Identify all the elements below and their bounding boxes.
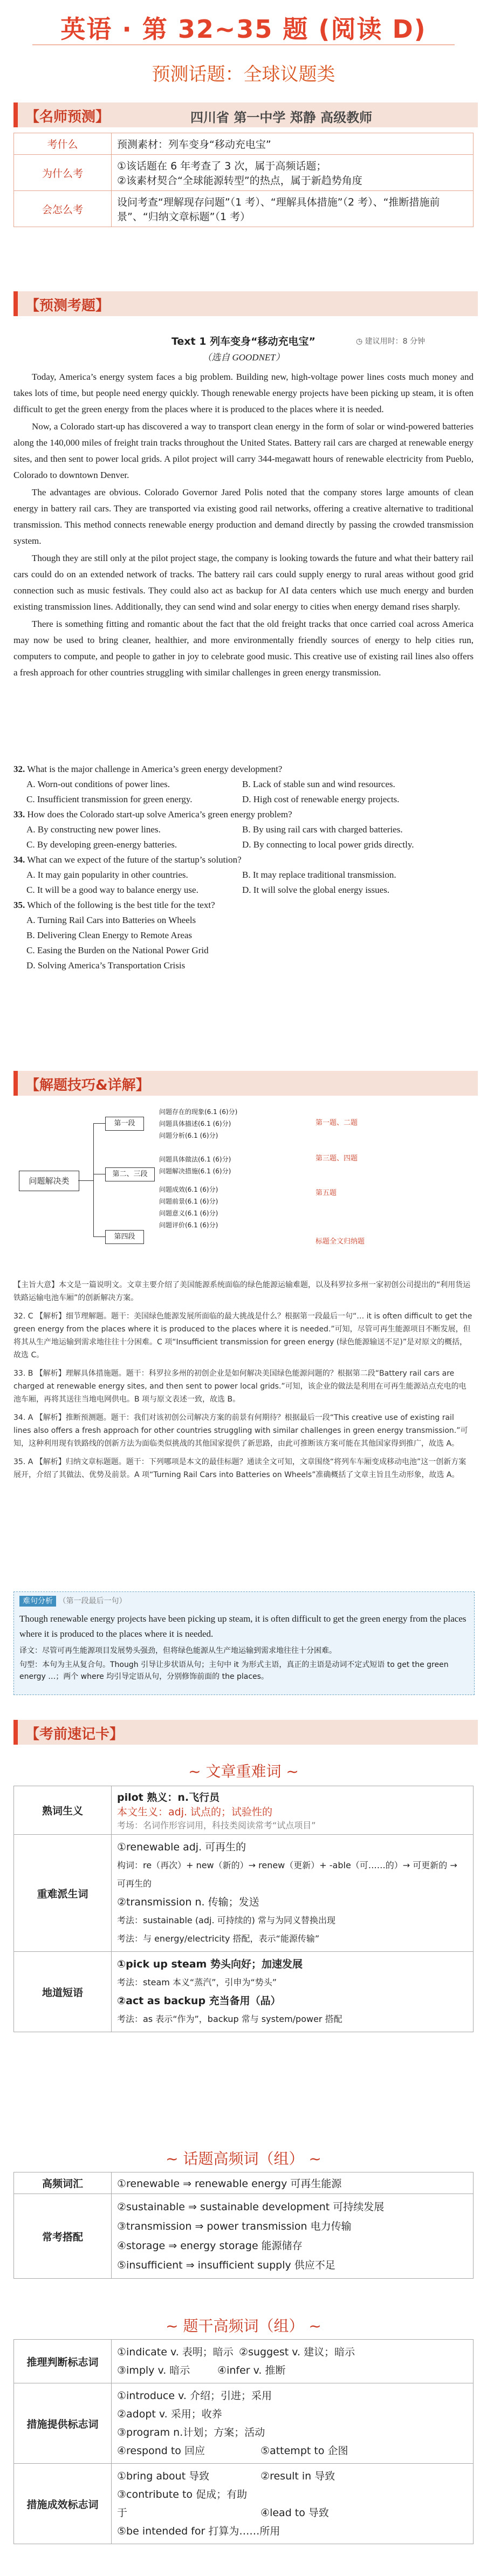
card-line: ①pick up steam 势头向好；加速发展	[117, 1958, 303, 1970]
card-cell	[112, 1952, 474, 2032]
card-item: ⑤attempt to 企图	[260, 2445, 348, 2457]
card-key: 高频词汇	[14, 2172, 112, 2194]
card-line: pilot 熟义：n.飞行员	[117, 1792, 220, 1803]
long-sentence-tag: 难句分析	[19, 1596, 56, 1607]
card-heading: ~ 文章重难词 ~	[188, 1762, 299, 1780]
question-stem: What is the major challenge in America’s green energy development?	[27, 764, 283, 774]
analysis	[13, 1279, 474, 1487]
section-yuce-label: 【预测考题】	[25, 298, 110, 314]
section-mingshi-label: 【名师预测】	[25, 109, 110, 125]
question-number: 34.	[13, 855, 25, 865]
mindmap-note: 标题全文归纳题	[315, 1238, 365, 1246]
mindmap-note: 第五题	[315, 1189, 337, 1197]
mindmap-note: 第三题、四题	[315, 1154, 358, 1163]
analysis-item: 34. A 【解析】推断预测题。题干：我们对该初创公司解决方案的前景有何期待？根据最后一段“This creative use of existing rail lines also offers a fresh approach for other countries struggling with similar challenges in green energy transmission.”可知，这种利用现有铁路线的创新方法为面临类似挑战的其他国家提供了新思路，由此可推断该方案可能在其他国家得到推广，故选 A。	[13, 1413, 468, 1448]
clock-icon: ◷	[356, 337, 365, 346]
section-kaoqian-bar	[13, 1720, 478, 1745]
card-cell	[112, 1835, 474, 1952]
option: D. By connecting to local power grids directly.	[242, 839, 414, 850]
card-line: 考法：steam 本义“蒸汽”，引申为“势头”	[117, 1977, 277, 1987]
section-kaoqian-label: 【考前速记卡】	[25, 1726, 124, 1743]
passage-paragraph: There is something fitting and romantic about the fact that the old freight tracks that once carried coal across America may now be used to bring cleaner, healthier, and more environmentally friendly sources of energy to help cities run, computers to compute, and people to gather in joy to celebrate good music. This creative use of existing rail lines also offers a fresh approach for other countries struggling with similar challenges in green energy transmission.	[13, 619, 474, 678]
card-line: 构词：re（再次）+ new（新的）→ renew（更新）+ -able（可……的）→ 可更新的 → 可再生的	[117, 1860, 457, 1889]
question-stem: Which of the following is the best title for the text?	[27, 900, 215, 910]
card-key: 重难派生词	[14, 1835, 112, 1952]
question-number: 35.	[13, 900, 25, 910]
card-line: ②act as backup 充当备用（品）	[117, 1995, 281, 2007]
card-item: ③imply v. 暗示	[117, 2365, 190, 2376]
card-item: ④respond to 回应	[117, 2445, 205, 2457]
long-sentence-location: （第一段最后一句）	[58, 1597, 127, 1605]
card-item: ②result in 导致	[260, 2470, 335, 2482]
card-heading-text: 题干高频词（组）	[183, 2317, 304, 2335]
card-line: 本文生义：adj. 试点的；试验性的	[117, 1806, 273, 1818]
card-item: ①bring about 导致	[117, 2470, 210, 2482]
stem-card	[13, 2339, 474, 2544]
section-jieti-label: 【解题技巧&详解】	[25, 1077, 150, 1094]
option: C. By developing green-energy batteries.	[26, 839, 177, 850]
card-cell	[112, 2383, 474, 2464]
mindmap-leaf: 问题具体做法(6.1 (6)分)	[159, 1156, 231, 1163]
card-line: ①renewable adj. 可再生的	[117, 1841, 246, 1853]
section-yuce-bar	[13, 291, 478, 316]
mindmap-leaves	[159, 1106, 237, 1231]
option: D. Solving America’s Transportation Crisis	[26, 960, 186, 971]
row-line: ②该素材契合“全球能源转型”的热点，属于新趋势角度	[117, 175, 362, 187]
passage-paragraph: The advantages are obvious. Colorado Governor Jared Polis noted that the company stores large amounts of clean energy in battery rail cars. They are transported via existing good rail networks, offering a creative alternative to traditional transmission. This method connects renewable energy production and demand directly by passing the crowded transmission system.	[13, 487, 474, 546]
card-heading: ~ 题干高频词（组） ~	[166, 2317, 321, 2335]
card-line: ②transmission n. 传输；发送	[117, 1896, 259, 1908]
text-source: （选自 GOODNET）	[202, 352, 285, 363]
passage-paragraph: Today, America’s energy system faces a big problem. Building new, high-voltage power lines costs much money and takes lots of time, but people need energy quickly. Though renewable energy projects have been picking up steam, it is often difficult to get the green energy from the places where it is produced to the places where it is needed.	[13, 372, 474, 414]
connector	[93, 1236, 105, 1237]
card-item: ④infer v. 推断	[217, 2365, 286, 2376]
card-cell	[112, 2464, 474, 2544]
option: A. By constructing new power lines.	[26, 824, 161, 835]
section-mingshi-bar	[13, 103, 478, 127]
mindmap-leaf: 问题分析(6.1 (6)分)	[159, 1132, 218, 1139]
card-cell	[112, 2340, 474, 2383]
option: C. It will be a good way to balance energy use.	[26, 885, 198, 895]
option: A. It may gain popularity in other countries.	[26, 870, 188, 880]
question-number: 32.	[13, 764, 25, 774]
card-line: 考法：sustainable (adj. 可持续的) 常与为同义替换出现	[117, 1915, 335, 1925]
option: D. It will solve the global energy issues.	[242, 885, 390, 895]
card-key: 常考搭配	[14, 2194, 112, 2279]
mindmap-note: 第一题、二题	[315, 1119, 358, 1127]
option: B. Delivering Clean Energy to Remote Areas	[26, 930, 193, 940]
mindmap-node: 第二、三段	[105, 1167, 155, 1181]
row-value: 预测素材：列车变身“移动充电宝”	[112, 133, 474, 155]
option: D. High cost of renewable energy projects.	[242, 794, 400, 804]
question-stem: How does the Colorado start-up solve America’s green energy problem?	[27, 809, 292, 819]
long-sentence-structure: 句型：本句为主从复合句。Though 引导让步状语从句；主句中 it 为形式主语，真正的主语是动词不定式短语 to get the green energy …；两个 where 均引导定语从句，分别修饰前面的 the places。	[19, 1661, 449, 1681]
mindmap-leaf: 问题成效(6.1 (6)分)	[159, 1186, 218, 1193]
question	[13, 807, 474, 852]
card-cell	[112, 1786, 474, 1835]
mind-map	[13, 1106, 474, 1268]
card-heading: ~ 话题高频词（组） ~	[166, 2150, 321, 2168]
mindmap-leaf: 问题具体描述(6.1 (6)分)	[159, 1120, 231, 1128]
mindmap-leaf: 问题存在的现象(6.1 (6)分)	[159, 1108, 238, 1116]
card-item: ①indicate v. 表明；暗示	[117, 2346, 234, 2358]
card-line: ②sustainable ⇒ sustainable development 可持续发展	[117, 2201, 385, 2213]
question	[13, 762, 474, 807]
main-idea: 【主旨大意】本文是一篇说明文。文章主要介绍了美国能源系统面临的绿色能源运输难题，以及科罗拉多州一家初创公司提出的“利用货运铁路运输电池车厢”的创新解决方案。	[13, 1281, 471, 1302]
section-jieti-bar	[13, 1071, 478, 1096]
analysis-item: 33. B 【解析】理解具体措施题。题干：科罗拉多州的初创企业是如何解决美国绿色能源问题的？根据第二段“Battery rail cars are charged at renewable energy sites, and then sent to power local grids.”可知，该企业的做法是利用在可再生能源站点充电的电池车厢，再将其送往当地电网供电。B 项与原文表述一致，故选 B。	[13, 1369, 467, 1404]
card-item: ①introduce v. 介绍；引进；采用	[117, 2390, 272, 2402]
question-number: 33.	[13, 809, 25, 819]
card-heading-text: 文章重难词	[205, 1762, 282, 1780]
card-line: ④storage ⇒ energy storage 能源储存	[117, 2240, 303, 2252]
question	[13, 898, 474, 973]
passage	[13, 369, 474, 682]
row-key: 考什么	[14, 133, 112, 155]
row-value	[112, 155, 474, 191]
topic-card	[13, 2172, 474, 2279]
option: C. Insufficient transmission for green energy.	[26, 794, 193, 804]
card-key: 措施提供标志词	[14, 2383, 112, 2464]
card-key: 地道短语	[14, 1952, 112, 2032]
question-stem: What can we expect of the future of the startup’s solution?	[27, 855, 242, 865]
mindmap-leaf: 问题评价(6.1 (6)分)	[159, 1221, 218, 1229]
card-line: 考法：与 energy/electricity 搭配，表示“能源传输”	[117, 1933, 320, 1944]
row-key: 会怎么考	[14, 191, 112, 227]
card-line: 考场：名词作形容词用，科技类阅读常考“试点项目”	[117, 1820, 316, 1830]
option: A. Turning Rail Cars into Batteries on Wheels	[26, 915, 196, 925]
mindmap-leaf: 问题解决措施(6.1 (6)分)	[159, 1167, 231, 1175]
option: A. Worn-out conditions of power lines.	[26, 779, 170, 789]
topic-subtitle: 预测话题：全球议题类	[152, 64, 335, 85]
suggested-time: 建议用时：8 分钟	[365, 337, 426, 346]
card-item: ③program n.计划；方案；活动	[117, 2427, 265, 2438]
questions	[13, 762, 474, 973]
connector	[93, 1123, 105, 1124]
card-line: ①renewable ⇒ renewable energy 可再生能源	[112, 2172, 474, 2194]
passage-paragraph: Now, a Colorado start-up has discovered a way to transport clean energy in the form of solar or wind-powered batteries along the 140,000 miles of freight train tracks throughout the United States. Battery rail cars are charged at renewable energy sites, and then sent to power local grids. A pilot project will carry 344-megawatt hours of renewable electricity from Pueblo, Colorado to downtown Denver.	[13, 421, 474, 480]
card-line: 考法：as 表示“作为”，backup 常与 system/power 搭配	[117, 2014, 342, 2024]
mindmap-root: 问题解决类	[19, 1171, 79, 1191]
author-name: 四川省 第一中学 郑静 高级教师	[190, 110, 373, 125]
long-sentence-box	[13, 1591, 475, 1695]
connector	[93, 1123, 94, 1236]
prediction-table	[13, 133, 474, 227]
long-sentence: Though renewable energy projects have been picking up steam, it is often difficult to get the green energy from the places where it is produced to the places where it is needed.	[19, 1614, 467, 1639]
card-item: ⑤be intended for 打算为……所用	[117, 2525, 280, 2537]
card-item: ②suggest v. 建议；暗示	[239, 2346, 355, 2358]
analysis-item: 35. A 【解析】归纳文章标题题。题干：下列哪项是本文的最佳标题？通读全文可知，文章围绕“将列车车厢变成移动电池”这一创新方案展开，介绍了其做法、优势及前景。A 项“Turning Rail Cars into Batteries on Wheels”准确概括了文章主旨且生动形象，故选 A。	[13, 1458, 467, 1479]
question	[13, 852, 474, 898]
mindmap-leaf: 问题意义(6.1 (6)分)	[159, 1210, 218, 1217]
long-sentence-translation: 译文：尽管可再生能源项目发展势头强劲，但将绿色能源从生产地运输到需求地往往十分困难。	[19, 1646, 337, 1655]
vocab-card	[13, 1786, 474, 2032]
card-item: ③contribute to 促成；有助于	[117, 2489, 248, 2519]
title-divider	[32, 44, 455, 45]
card-heading-text: 话题高频词（组）	[183, 2150, 304, 2168]
card-key: 推理判断标志词	[14, 2340, 112, 2383]
card-item: ④lead to 导致	[260, 2507, 329, 2519]
row-key: 为什么考	[14, 155, 112, 191]
time-row	[356, 336, 425, 346]
mindmap-leaf: 问题前景(6.1 (6)分)	[159, 1198, 218, 1205]
mindmap-node: 第一段	[105, 1117, 144, 1131]
connector	[78, 1180, 93, 1181]
analysis-item: 32. C 【解析】细节理解题。题干：美国绿色能源发展所面临的最大挑战是什么？根据第一段最后一句“… it is often difficult to get the green energy from the places where it is produced to the places where it is needed.”可知，尽管可再生能源项目不断发展，但将其从生产地运输到需求地往往十分困难。C 项“Insufficient transmission for green energy (绿色能源输送不足)”是对原文的概括，故选 C。	[13, 1312, 472, 1359]
card-item: ②adopt v. 采用；收养	[117, 2408, 222, 2420]
row-line: ①该话题在 6 年考查了 3 次，属于高频话题；	[117, 160, 327, 172]
mindmap-node: 第四段	[105, 1230, 144, 1244]
card-cell	[112, 2194, 474, 2279]
option: B. By using rail cars with charged batteries.	[242, 824, 403, 835]
card-key: 措施成效标志词	[14, 2464, 112, 2544]
option: C. Easing the Burden on the National Power Grid	[26, 945, 209, 955]
text-title: Text 1 列车变身“移动充电宝”	[171, 336, 316, 347]
passage-paragraph: Though they are still only at the pilot project stage, the company is looking towards the future and what their battery rail cars could do on an extended network of tracks. The battery rail cars could supply energy to rural areas without good grid connection such as music festivals. They could also act as backup for AI data centers which use much energy and burden existing transmission lines. Additionally, they can send wind and solar energy to cities when energy demand rises sharply.	[13, 553, 474, 612]
option: B. Lack of stable sun and wind resources.	[242, 779, 395, 789]
card-key: 熟词生义	[14, 1786, 112, 1835]
page-title: 英语 · 第 32~35 题 (阅读 D)	[60, 15, 427, 44]
card-line: ⑤insufficient ⇒ insufficient supply 供应不足	[117, 2259, 335, 2271]
card-line: ③transmission ⇒ power transmission 电力传输	[117, 2220, 352, 2232]
row-value: 设问考查“理解现存问题”（1 考）、“理解具体措施”（2 考）、“推断措施前景”、“归纳文章标题”（1 考）	[112, 191, 474, 227]
option: B. It may replace traditional transmission.	[242, 870, 396, 880]
